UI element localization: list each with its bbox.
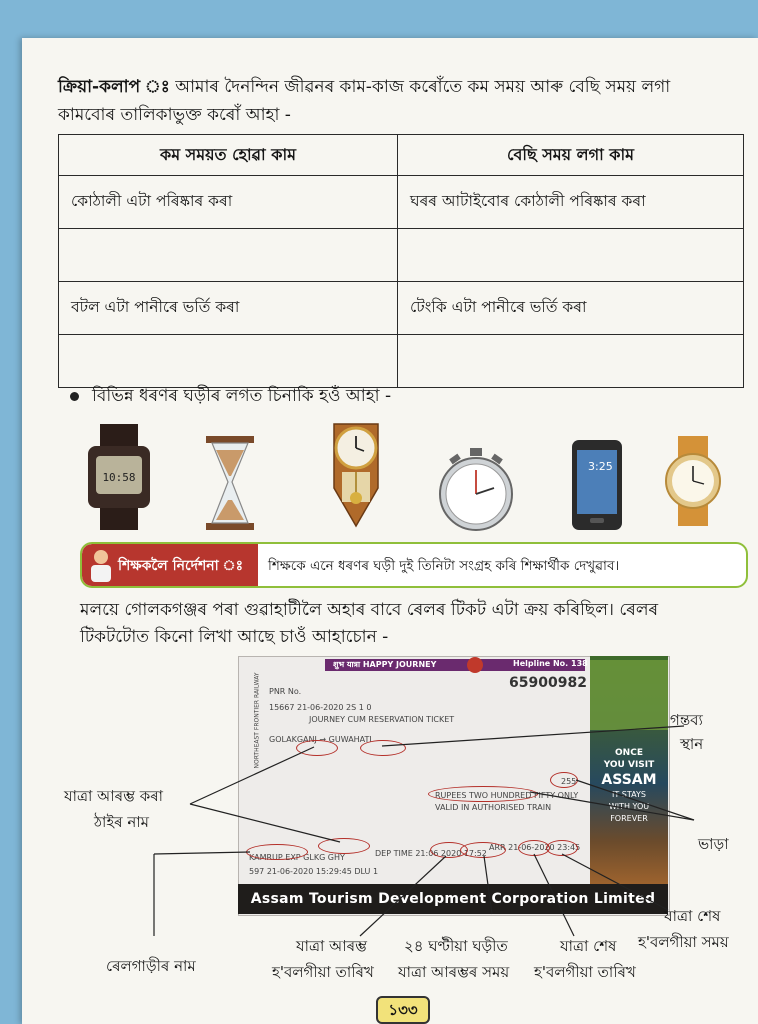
ticket-helpline: Helpline No. 138: [513, 659, 588, 668]
callout-start-date-1: যাত্ৰা আৰম্ভ: [296, 937, 367, 955]
callout-fare: ভাড়া: [698, 835, 729, 853]
callout-end-time-2: হ'বলগীয়া সময়: [638, 933, 729, 951]
ticket-route: GOLAKGANJ → GUWAHATI: [269, 735, 372, 744]
ticket-side-text: NORTHEAST FRONTIER RAILWAY: [253, 672, 261, 769]
ticket-pnr-label: PNR No.: [269, 687, 302, 696]
ad-line-1: ONCE: [615, 748, 643, 758]
ticket-fare: 255: [561, 777, 577, 786]
table-cell: বটল এটা পানীৰে ভৰ্তি কৰা: [59, 282, 398, 335]
ticket-valid: VALID IN AUTHORISED TRAIN: [435, 803, 552, 812]
ad-line-4: IT STAYS: [612, 790, 646, 799]
callout-start-time-2: যাত্ৰা আৰম্ভৰ সময়: [398, 963, 510, 981]
callout-start-place-1: যাত্ৰা আৰম্ভ কৰা: [64, 787, 163, 805]
story-line-1: মলয়ে গোলকগঞ্জৰ পৰা গুৱাহাটীলৈ অহাৰ বাবে ৰেলৰ টিকট এটা ক্ৰয় কৰিছিল। ৰেলৰ: [80, 600, 659, 620]
phone-display: 3:25: [588, 460, 613, 473]
ticket-train-row: 15667 21-06-2020 2S 1 0: [269, 703, 372, 712]
digital-watch-display: 10:58: [102, 471, 136, 484]
ticket-arrival: ARR 21-06-2020 23:45: [489, 843, 581, 852]
callout-train-name: ৰেলগাড়ীৰ নাম: [106, 957, 196, 975]
clocks-heading: বিভিন্ন ধৰণৰ ঘড়ীৰ লগত চিনাকি হওঁ আহা -: [92, 386, 392, 406]
ticket-header: शुभ यात्रा HAPPY JOURNEY: [333, 660, 437, 669]
ticket-footer-small: 597 21-06-2020 15:29:45 DLU 1: [249, 867, 379, 876]
callout-end-date-1: যাত্ৰা শেষ: [560, 937, 617, 955]
teacher-note: শিক্ষকে এনে ধৰণৰ ঘড়ী দুই তিনিটা সংগ্ৰহ কৰি শিক্ষাৰ্থীক দেখুৱাব।: [268, 558, 620, 574]
ad-line-2: YOU VISIT: [603, 760, 655, 770]
callout-start-date-2: হ'বলগীয়া তাৰিখ: [272, 963, 374, 981]
ticket-title: JOURNEY CUM RESERVATION TICKET: [309, 715, 455, 724]
ticket-departure: DEP TIME 21:06 2020 17:52: [375, 849, 487, 858]
callout-start-time-1: ২৪ ঘণ্টীয়া ঘড়ীত: [404, 937, 508, 955]
activity-text-1: আমাৰ দৈনন্দিন জীৱনৰ কাম-কাজ কৰোঁতে কম সময় আৰু বেছি সময় লগা: [175, 77, 671, 97]
page-number: ১৩৩: [376, 996, 430, 1024]
activity-line-2: কামবোৰ তালিকাভুক্ত কৰোঁ আহা -: [58, 105, 291, 125]
ticket-fare-words: RUPEES TWO HUNDRED FIFTY ONLY: [435, 791, 579, 800]
ticket-train-name: KAMRUP EXP GLKG GHY: [249, 853, 345, 862]
teacher-label: শিক্ষকলৈ নিৰ্দেশনা ঃ: [118, 558, 244, 574]
table-header-short: কম সময়ত হোৱা কাম: [59, 135, 398, 176]
table-cell: টেংকি এটা পানীৰে ভৰ্তি কৰা: [398, 282, 744, 335]
table-header-long: বেছি সময় লগা কাম: [398, 135, 744, 176]
ad-line-5: WITH YOU: [608, 802, 650, 811]
callout-destination-1: গন্তব্য: [670, 711, 703, 729]
activity-label: ক্ৰিয়া-কলাপ ঃ: [58, 77, 170, 97]
callout-end-date-2: হ'বলগীয়া তাৰিখ: [534, 963, 636, 981]
story-line-2: টিকটটোত কিনো লিখা আছে চাওঁ আহাচোন -: [80, 627, 389, 647]
callout-end-time-1: যাত্ৰা শেষ: [664, 907, 721, 925]
ad-line-6: FOREVER: [610, 814, 648, 823]
callout-destination-2: স্থান: [680, 735, 704, 753]
table-cell: কোঠালী এটা পৰিষ্কাৰ কৰা: [59, 176, 398, 229]
table-cell: ঘৰৰ আটাইবোৰ কোঠালী পৰিষ্কাৰ কৰা: [398, 176, 744, 229]
callout-start-place-2: ঠাইৰ নাম: [94, 813, 150, 831]
ticket-number: 65900982: [509, 675, 587, 691]
ticket-footer-band: Assam Tourism Development Corporation Limited: [238, 884, 668, 914]
ad-line-3: ASSAM: [601, 772, 657, 788]
